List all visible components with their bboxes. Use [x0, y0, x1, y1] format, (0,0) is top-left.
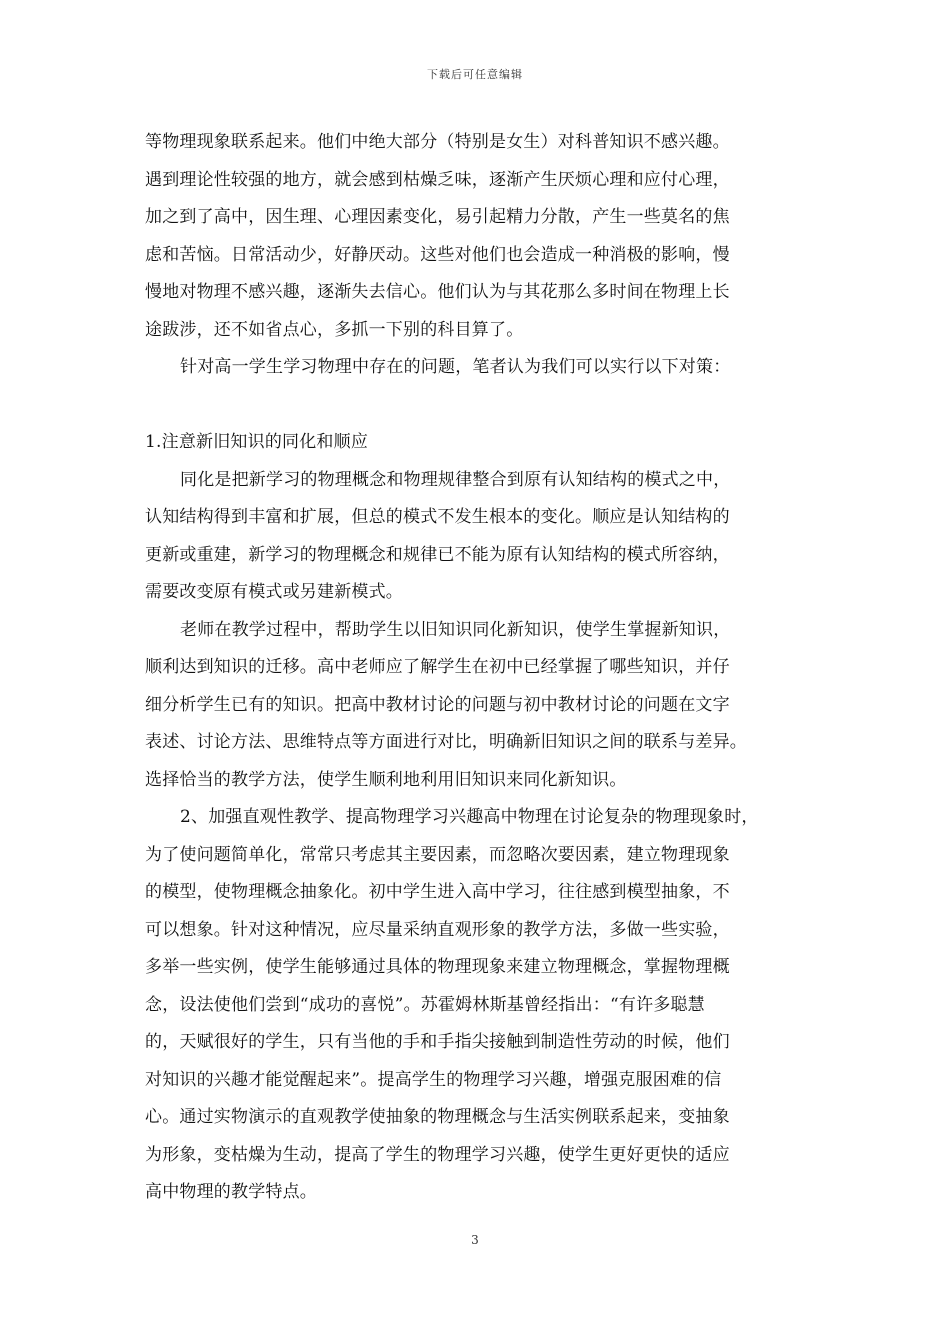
paragraph — [145, 349, 810, 387]
text-line: 遇到理论性较强的地方，就会感到枯燥乏味，逐渐产生厌烦心理和应付心理， — [145, 169, 730, 190]
text-line: 选择恰当的教学方法，使学生顺利地利用旧知识来同化新知识。 — [145, 769, 627, 790]
text-line: 细分析学生已有的知识。把高中教材讨论的问题与初中教材讨论的问题在文字 — [145, 694, 730, 715]
blank-line — [145, 387, 810, 425]
text-line: 对知识的兴趣才能觉醒起来”。提高学生的物理学习兴趣，增强克服困难的信 — [145, 1069, 722, 1090]
text-line: 表述、讨论方法、思维特点等方面进行对比，明确新旧知识之间的联系与差异。 — [145, 732, 747, 752]
text-line: 认知结构得到丰富和扩展，但总的模式不发生根本的变化。顺应是认知结构的 — [145, 507, 730, 527]
text-line: 同化是把新学习的物理概念和物理规律整合到原有认知结构的模式之中， — [180, 469, 731, 490]
document-body — [145, 124, 810, 1212]
text-line: 加之到了高中，因生理、心理因素变化，易引起精力分散，产生一些莫名的焦 — [145, 207, 730, 227]
text-line: 为形象，变枯燥为生动，提高了学生的物理学习兴趣，使学生更好更快的适应 — [145, 1144, 730, 1165]
text-line: 虑和苦恼。日常活动少，好静厌动。这些对他们也会造成一种消极的影响，慢 — [145, 244, 730, 265]
text-line: 为了使问题简单化，常常只考虑其主要因素，而忽略次要因素，建立物理现象 — [145, 844, 730, 865]
paragraph — [145, 799, 810, 1212]
text-line: 心。通过实物演示的直观教学使抽象的物理概念与生活实例联系起来，变抽象 — [145, 1107, 730, 1127]
text-line: 慢地对物理不感兴趣，逐渐失去信心。他们认为与其花那么多时间在物理上长 — [145, 282, 730, 302]
text-line: 的，天赋很好的学生，只有当他的手和手指尖接触到制造性劳动的时候，他们 — [145, 1032, 730, 1052]
paragraph — [145, 462, 810, 612]
page-number: 3 — [471, 1233, 479, 1247]
text-line: 等物理现象联系起来。他们中绝大部分（特别是女生）对科普知识不感兴趣。 — [145, 132, 730, 152]
text-line: 多举一些实例，使学生能够通过具体的物理现象来建立物理概念，掌握物理概 — [145, 957, 730, 977]
text-line: 可以想象。针对这种情况，应尽量采纳直观形象的教学方法，多做一些实验， — [145, 919, 730, 940]
text-line: 需要改变原有模式或另建新模式。 — [145, 582, 403, 602]
text-line: 顺利达到知识的迁移。高中老师应了解学生在初中已经掌握了哪些知识，并仔 — [145, 657, 730, 677]
text-line: 针对高一学生学习物理中存在的问题，笔者认为我们可以实行以下对策： — [180, 357, 731, 377]
section-heading — [145, 424, 810, 462]
text-line: 念，设法使他们尝到“成功的喜悦”。苏霍姆林斯基曾经指出：“有许多聪慧 — [145, 994, 705, 1015]
text-line: 途跋涉，还不如省点心，多抓一下别的科目算了。 — [145, 319, 524, 340]
text-line: 更新或重建，新学习的物理概念和规律已不能为原有认知结构的模式所容纳， — [145, 544, 730, 565]
text-line: 老师在教学过程中，帮助学生以旧知识同化新知识，使学生掌握新知识， — [180, 619, 731, 640]
text-line: 的模型，使物理概念抽象化。初中学生进入高中学习，往往感到模型抽象，不 — [145, 882, 730, 902]
page-header: 下载后可任意编辑 — [427, 68, 523, 81]
paragraph — [145, 124, 810, 349]
paragraph — [145, 612, 810, 800]
text-line: 高中物理的教学特点。 — [145, 1182, 317, 1202]
heading-text: 1.注意新旧知识的同化和顺应 — [145, 432, 369, 452]
text-line: 2、加强直观性教学、提高物理学习兴趣高中物理在讨论复杂的物理现象时， — [180, 807, 759, 827]
